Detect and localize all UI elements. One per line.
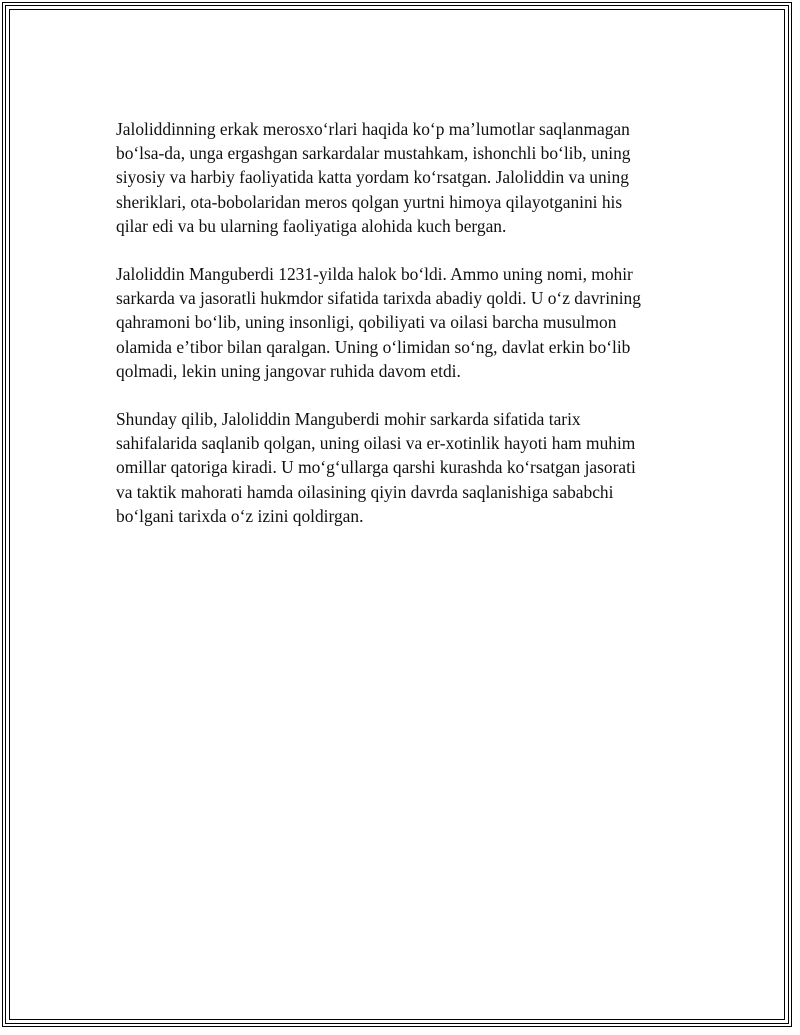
paragraph-line: sahifalarida saqlanib qolgan, uning oilasi va er-xotinlik hayoti ham muhim <box>116 433 636 454</box>
document-body <box>116 117 676 552</box>
paragraph-line: sarkarda va jasoratli hukmdor sifatida tarixda abadiy qoldi. U oʻz davrining <box>116 288 641 309</box>
paragraph-line: qahramoni boʻlib, uning insonligi, qobiliyati va oilasi barcha musulmon <box>116 312 617 333</box>
paragraph-3 <box>116 407 676 528</box>
paragraph-line: qilar edi va bu ularning faoliyatiga alohida kuch bergan. <box>116 215 507 236</box>
paragraph-line: va taktik mahorati hamda oilasining qiyin davrda saqlanishiga sababchi <box>116 481 614 502</box>
paragraph-2 <box>116 262 676 383</box>
paragraph-1 <box>116 117 676 238</box>
paragraph-line: omillar qatoriga kiradi. U moʻgʻullarga qarshi kurashda koʻrsatgan jasorati <box>116 457 636 478</box>
paragraph-line: Jaloliddinning erkak merosxoʻrlari haqida koʻp maʼlumotlar saqlanmagan <box>116 119 630 139</box>
paragraph-line: siyosiy va harbiy faoliyatida katta yordam koʻrsatgan. Jaloliddin va uning <box>116 167 629 188</box>
paragraph-line: boʻlsa-da, unga ergashgan sarkardalar mustahkam, ishonchli boʻlib, uning <box>116 143 631 164</box>
paragraph-line: Jaloliddin Manguberdi 1231-yilda halok boʻldi. Ammo uning nomi, mohir <box>116 264 633 285</box>
paragraph-line: boʻlgani tarixda oʻz izini qoldirgan. <box>116 505 364 526</box>
paragraph-line: Shunday qilib, Jaloliddin Manguberdi mohir sarkarda sifatida tarix <box>116 409 581 430</box>
paragraph-line: sheriklari, ota-bobolaridan meros qolgan yurtni himoya qilayotganini his <box>116 191 623 212</box>
paragraph-line: olamida eʼtibor bilan qaralgan. Uning oʻlimidan soʻng, davlat erkin boʻlib <box>116 336 631 357</box>
paragraph-line: qolmadi, lekin uning jangovar ruhida davom etdi. <box>116 360 461 381</box>
